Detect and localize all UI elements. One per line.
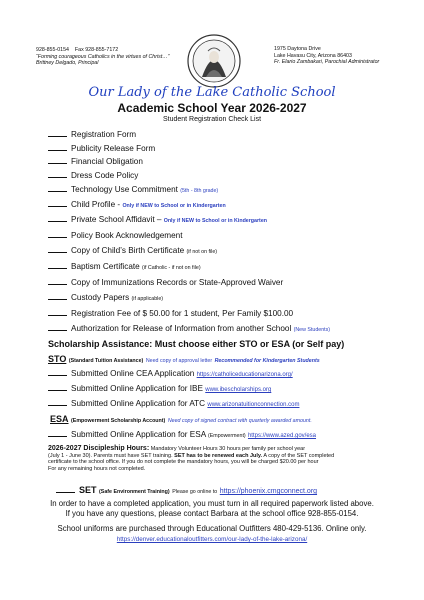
checklist-item-child-profile bbox=[48, 199, 226, 211]
page-subtitle: Student Registration Check List bbox=[162, 116, 262, 123]
motto: “Forming courageous Catholics in the virtues of Christ…” bbox=[36, 53, 170, 60]
check-blank bbox=[48, 398, 67, 406]
item-note: (if Catholic - if not on file) bbox=[142, 265, 201, 271]
header-contact bbox=[36, 47, 169, 67]
pastor: Fr. Elario Zambakari, Parochial Administrator bbox=[274, 59, 380, 66]
closing-line-2: If you have any questions, please contact Barbara at the school office 928-855-0154. bbox=[65, 509, 359, 518]
checklist-item-immunizations bbox=[48, 277, 283, 288]
esa-link[interactable]: https://www.azed.gov/esa bbox=[247, 433, 317, 439]
item-label: Registration Form bbox=[71, 130, 137, 139]
check-blank bbox=[48, 230, 67, 238]
check-blank bbox=[48, 143, 67, 151]
closing-line-1: In order to have a completed application, you must turn in all required paperwork listed above. bbox=[50, 499, 374, 508]
item-label: Copy of Immunizations Records or State-Approved Waiver bbox=[71, 278, 284, 287]
ibe-link[interactable]: www.ibescholarships.org bbox=[205, 387, 272, 393]
set-row bbox=[56, 485, 317, 495]
checklist-item-registration bbox=[48, 129, 136, 140]
school-name: Our Lady of the Lake Catholic School bbox=[88, 85, 336, 100]
item-note: (if not on file) bbox=[186, 249, 218, 255]
item-label: Technology Use Commitment bbox=[71, 185, 178, 194]
sto-note-emph: Recommended for Kindergarten Students bbox=[214, 358, 320, 364]
scholarship-heading: Scholarship Assistance: Must choose either STO or ESA (or Self pay) bbox=[48, 339, 345, 349]
uniform-line: School uniforms are purchased through Educational Outfitters 480-429-5136. Online only. bbox=[57, 524, 367, 533]
check-blank bbox=[48, 292, 67, 300]
checklist-item-fee bbox=[48, 308, 293, 319]
checklist-item-publicity bbox=[48, 143, 155, 154]
set-link[interactable]: https://phoenix.cmgconnect.org bbox=[219, 488, 318, 495]
checklist-item-financial bbox=[48, 156, 143, 167]
item-note: (5th - 8th grade) bbox=[180, 188, 219, 194]
check-blank bbox=[48, 261, 67, 269]
cea-link[interactable]: https://catholiceducationarizona.org/ bbox=[196, 372, 293, 378]
set-tag: SET bbox=[79, 485, 97, 495]
check-blank bbox=[48, 368, 67, 376]
item-note: (New Students) bbox=[293, 327, 331, 333]
check-blank bbox=[48, 429, 67, 437]
uniform-link-wrap bbox=[0, 536, 424, 543]
sto-note: Need copy of approval letter bbox=[145, 358, 213, 364]
check-blank bbox=[48, 308, 67, 316]
address-line-1: 1975 Daytona Drive bbox=[274, 46, 321, 52]
check-blank bbox=[48, 129, 67, 137]
discipleship-line-4: For any remaining hours not completed. bbox=[48, 465, 146, 472]
discipleship-line-3: certificate to the school office. If you do not complete the mandatory hours, you will be charged $20.00 per hour bbox=[48, 459, 319, 466]
checklist-item-policy-book bbox=[48, 230, 183, 241]
address-line-2: Lake Havasu City, Arizona 86403 bbox=[274, 52, 352, 59]
esa-note: Need copy of signed contract with quarterly awarded amount. bbox=[167, 418, 312, 424]
item-note: Only if NEW to School or in Kindergarten bbox=[163, 218, 267, 224]
checklist-item-affidavit bbox=[48, 214, 267, 226]
item-label: Registration Fee of $ 50.00 for 1 student, Per Family $100.00 bbox=[71, 309, 294, 318]
item-label: Copy of Child’s Birth Certificate bbox=[71, 246, 185, 255]
check-blank bbox=[48, 184, 67, 192]
discipleship-line-2c: A copy of the SET completed bbox=[263, 452, 335, 459]
phone: 928-855-0154 bbox=[36, 47, 69, 53]
sto-sub: (Standard Tuition Assistance) bbox=[68, 358, 144, 364]
item-label: Submitted Online Application for IBE bbox=[71, 384, 203, 393]
item-note: Only if NEW to School or in Kindergarten bbox=[122, 203, 226, 209]
check-blank bbox=[48, 199, 67, 207]
check-blank bbox=[56, 485, 75, 493]
checklist-item-dress-code bbox=[48, 170, 138, 181]
item-label: Authorization for Release of Information from another School bbox=[71, 324, 292, 333]
check-blank bbox=[48, 277, 67, 285]
fax: Fax 928-855-7172 bbox=[74, 47, 119, 53]
header-address bbox=[274, 46, 379, 66]
checklist-item-atc bbox=[48, 398, 299, 410]
checklist-item-cea bbox=[48, 368, 293, 380]
item-label: Submitted Online CEA Application bbox=[71, 369, 195, 378]
check-blank bbox=[48, 156, 67, 164]
discipleship-line-2b: SET has to be renewed each July. bbox=[174, 452, 263, 459]
item-label: Private School Affidavit – bbox=[71, 215, 162, 224]
item-label: Custody Papers bbox=[71, 293, 130, 302]
checklist-item-baptism bbox=[48, 261, 201, 273]
item-label: Child Profile - bbox=[71, 200, 121, 209]
discipleship-block bbox=[48, 446, 334, 472]
item-label: Financial Obligation bbox=[71, 157, 143, 166]
discipleship-line-2: (July 1 - June 30). Parents must have SET training. bbox=[48, 452, 173, 459]
atc-link[interactable]: www.arizonatuitionconnection.com bbox=[207, 402, 300, 408]
item-label: Submitted Online Application for ESA bbox=[71, 430, 206, 439]
page-title: Academic School Year 2026-2027 bbox=[117, 101, 307, 115]
item-label: Publicity Release Form bbox=[71, 144, 156, 153]
check-blank bbox=[48, 214, 67, 222]
checklist-item-authorization bbox=[48, 323, 330, 335]
checklist-item-custody bbox=[48, 292, 163, 304]
item-note: (Empowerment) bbox=[208, 433, 246, 439]
set-note: Please go online to bbox=[172, 489, 218, 495]
item-label: Policy Book Acknowledgement bbox=[71, 231, 183, 240]
school-seal-icon bbox=[186, 33, 242, 89]
check-blank bbox=[48, 170, 67, 178]
checklist-item-esa bbox=[48, 429, 316, 441]
item-label: Baptism Certificate bbox=[71, 262, 140, 271]
principal: Brittney Delgado, Principal bbox=[36, 60, 99, 67]
sto-heading bbox=[48, 354, 320, 364]
item-label: Submitted Online Application for ATC bbox=[71, 399, 206, 408]
discipleship-heading: 2026-2027 Discipleship Hours: bbox=[48, 445, 150, 452]
sto-tag: STO bbox=[48, 354, 67, 364]
checklist-item-birth-certificate bbox=[48, 245, 217, 257]
uniform-link[interactable]: https://denver.educationaloutfitters.com/our-lady-of-the-lake-arizona/ bbox=[116, 536, 308, 543]
esa-sub: (Empowerment Scholarship Account) bbox=[71, 418, 166, 424]
set-sub: (Safe Environment Training) bbox=[99, 489, 170, 495]
check-blank bbox=[48, 383, 67, 391]
discipleship-line-1: Mandatory Volunteer Hours 30 hours per family per school year bbox=[150, 446, 306, 452]
esa-tag: ESA bbox=[50, 414, 69, 424]
item-label: Dress Code Policy bbox=[71, 171, 139, 180]
esa-heading bbox=[50, 414, 312, 424]
check-blank bbox=[48, 323, 67, 331]
checklist-item-technology bbox=[48, 184, 218, 196]
item-note: (if applicable) bbox=[131, 296, 164, 302]
checklist-item-ibe bbox=[48, 383, 271, 395]
check-blank bbox=[48, 245, 67, 253]
